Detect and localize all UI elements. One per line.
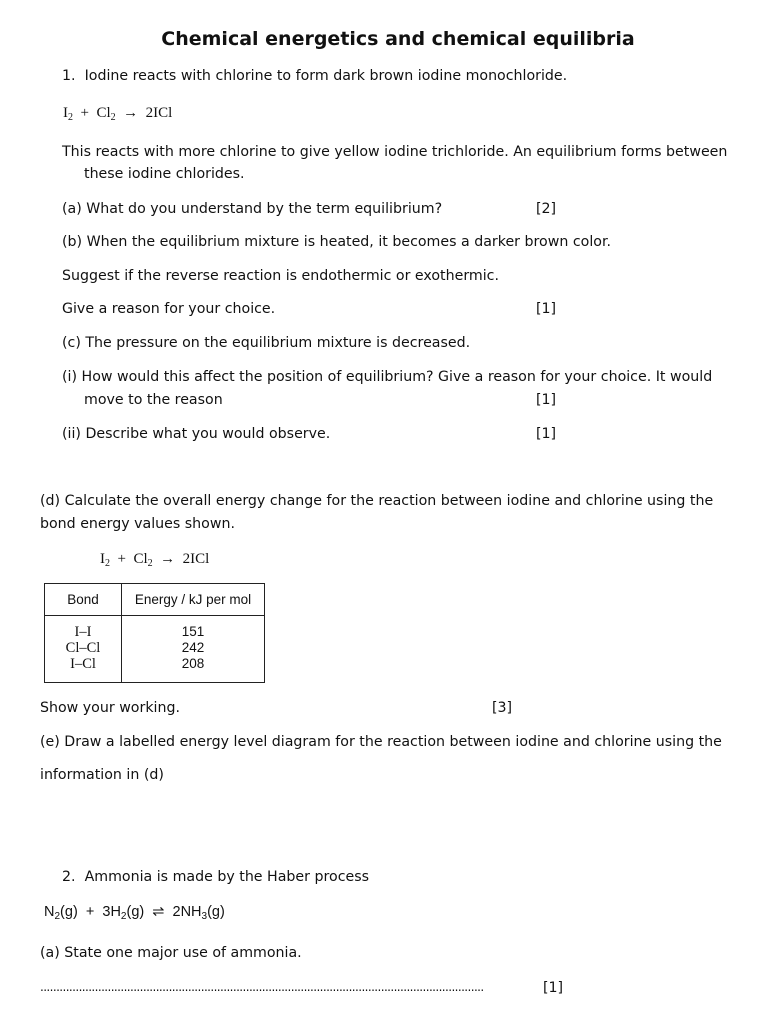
q1d-line1: (d) Calculate the overall energy change for the reaction between iodine and chlorine using the	[40, 493, 714, 509]
eq-equilibrium-arrow: ⇌	[152, 904, 165, 920]
eq-plus: +	[80, 105, 89, 121]
eq-ammonia-subscript: 3	[201, 911, 208, 922]
q1c-text: (c) The pressure on the equilibrium mixture is decreased.	[62, 335, 471, 351]
q1cii-text: (ii) Describe what you would observe.	[62, 426, 331, 442]
eq-ammonia: 2NH	[172, 904, 202, 920]
q1b-text: (b) When the equilibrium mixture is heated, it becomes a darker brown color.	[62, 234, 611, 250]
q1ci-mark: [1]	[536, 392, 557, 408]
eq-iodine: I	[63, 105, 68, 121]
q1-reason-mark: [1]	[536, 301, 557, 317]
q2a-text: (a) State one major use of ammonia.	[40, 945, 302, 961]
eq-chlorine: Cl	[96, 105, 111, 121]
eq-nitrogen-subscript: 2	[54, 911, 61, 922]
table-header-row	[45, 584, 265, 616]
q1-reason-text: Give a reason for your choice.	[62, 301, 276, 317]
bond-ii: I–I	[74, 624, 92, 640]
q1-number: 1.	[62, 68, 76, 84]
eq-arrow: →	[123, 105, 139, 121]
eq2-plus: +	[117, 551, 126, 567]
energy-clcl: 242	[181, 640, 205, 655]
q1e-line1: (e) Draw a labelled energy level diagram for the reaction between iodine and chlorine using the	[40, 734, 722, 750]
eq-q2-plus: +	[85, 904, 95, 920]
q1a-mark: [2]	[536, 201, 557, 217]
q1-intro-text: Iodine reacts with chlorine to form dark brown iodine monochloride.	[84, 68, 568, 84]
q2a-mark: [1]	[543, 980, 564, 996]
table-row	[45, 616, 265, 683]
q2-intro-text: Ammonia is made by the Haber process	[84, 869, 370, 885]
eq2-iodine-subscript: 2	[105, 558, 110, 569]
eq-nitrogen-state: (g)	[60, 904, 78, 920]
q1-para-line2: these iodine chlorides.	[84, 166, 245, 182]
q1-para-line1: This reacts with more chlorine to give yellow iodine trichloride. An equilibrium forms between	[62, 144, 728, 160]
q1-working-mark: [3]	[492, 700, 513, 716]
q1e-line2: information in (d)	[40, 767, 164, 783]
bond-column	[45, 616, 122, 683]
eq2-arrow: →	[160, 551, 176, 567]
eq-ammonia-state: (g)	[207, 904, 225, 920]
energy-column	[122, 616, 265, 683]
table-header-energy: Energy / kJ per mol	[122, 584, 265, 616]
q1ci-line1: (i) How would this affect the position of equilibrium? Give a reason for your choice. It would	[62, 369, 713, 385]
table-header-bond: Bond	[45, 584, 122, 616]
eq-hydrogen-state: (g)	[126, 904, 145, 920]
eq2-product: 2ICl	[182, 551, 210, 567]
q1d-line2: bond energy values shown.	[40, 516, 235, 532]
eq-hydrogen-subscript: 2	[120, 911, 127, 922]
q1a-text: (a) What do you understand by the term equilibrium?	[62, 201, 443, 217]
eq-chlorine-subscript: 2	[110, 112, 116, 123]
eq-nitrogen: N	[44, 904, 55, 920]
eq2-chlorine: Cl	[133, 551, 148, 567]
eq2-chlorine-subscript: 2	[147, 558, 153, 569]
q1-equation	[63, 105, 172, 123]
eq-hydrogen: 3H	[102, 904, 121, 920]
q2-intro	[62, 869, 369, 885]
q2a-answer-line[interactable]: ..........................................................................................................................................	[40, 980, 484, 994]
page-title: Chemical energetics and chemical equilibria	[161, 28, 635, 50]
q1cii-mark: [1]	[536, 426, 557, 442]
energy-ii: 151	[181, 624, 205, 639]
bond-clcl: Cl–Cl	[65, 640, 101, 656]
eq-product: 2ICl	[145, 105, 173, 121]
q1d-equation	[100, 551, 209, 569]
q2-equation	[44, 904, 225, 922]
q1ci-line2: move to the reason	[84, 392, 223, 408]
q1-working-text: Show your working.	[40, 700, 180, 716]
eq2-iodine: I	[100, 551, 105, 567]
q2-number: 2.	[62, 869, 76, 885]
bond-energy-table	[44, 583, 265, 683]
q1-suggest-text: Suggest if the reverse reaction is endothermic or exothermic.	[62, 268, 499, 284]
eq-iodine-subscript: 2	[68, 112, 73, 123]
energy-icl: 208	[181, 656, 205, 671]
q1-intro	[62, 68, 567, 84]
bond-icl: I–Cl	[70, 656, 96, 672]
